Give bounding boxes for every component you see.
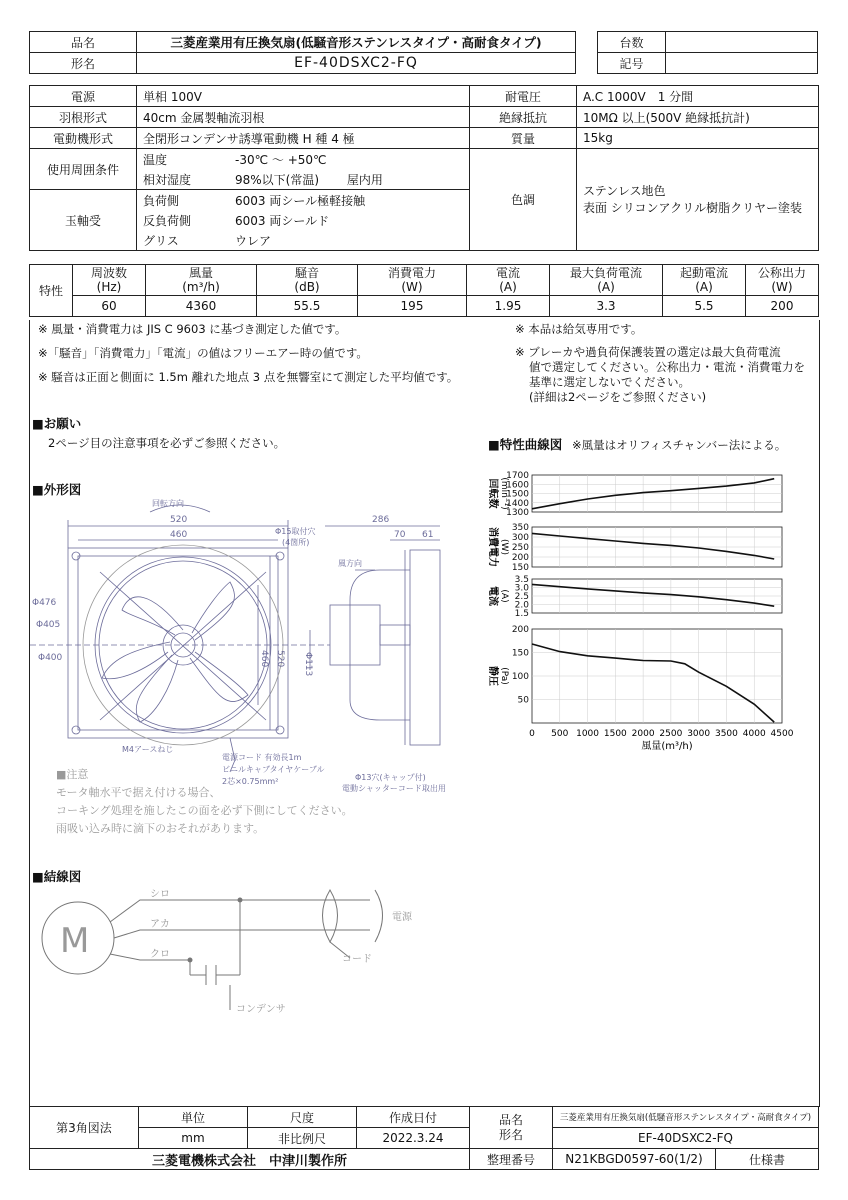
dim-460: 460 <box>170 530 188 540</box>
note-left-3: ※ 騒音は正面と側面に 1.5m 離れた地点 3 点を無響室にて測定した平均値です。 <box>38 370 459 384</box>
holes-label2: (4箇所) <box>282 538 310 547</box>
chart-3-ytick: 50 <box>517 695 529 706</box>
seiri-value: N21KBGD0597-60(1/2) <box>553 1149 716 1170</box>
chart-0-yunit: (min⁻¹) <box>499 477 509 510</box>
grease-label: グリス <box>137 230 230 251</box>
char-head-1: 風量 (m³/h) <box>146 265 257 296</box>
shakudo-label: 尺度 <box>248 1107 357 1128</box>
cord-label-3: 2芯×0.75mm² <box>222 777 279 786</box>
katamei-value: EF-40DSXC2-FQ <box>137 53 576 74</box>
shiyosho: 仕様書 <box>716 1149 819 1170</box>
taidenatsu-value: A.C 1000V 1 分間 <box>576 86 818 107</box>
footer-katamei: EF-40DSXC2-FQ <box>553 1128 819 1149</box>
chart-0-ytick: 1300 <box>506 508 529 518</box>
chart-3-xtick: 2000 <box>631 729 655 739</box>
char-val-3: 195 <box>358 296 467 317</box>
daisu-value <box>666 32 818 53</box>
tani-value: mm <box>139 1128 248 1149</box>
footer-hinmei-label: 品名 <box>498 1112 523 1127</box>
dim-70: 70 <box>394 530 406 540</box>
chart-0-ytick: 1700 <box>506 471 529 481</box>
note-right-1: ※ 本品は給気専用です。 <box>515 322 643 336</box>
char-val-6: 5.5 <box>663 296 746 317</box>
shitsuryo-value: 15kg <box>576 128 818 149</box>
wiring-title: ■結線図 <box>32 869 82 884</box>
tamajiku-label: 玉軸受 <box>30 190 137 251</box>
chart-1-ytick: 350 <box>511 523 529 533</box>
condenser-label: コンデンサ <box>236 1004 286 1015</box>
hinmei-value: 三菱産業用有圧換気扇(低騒音形ステンレスタイプ・高耐食タイプ) <box>137 32 576 53</box>
dim-113: Φ113 <box>303 652 313 677</box>
note-right-2: ※ ブレーカや過負荷保護装置の選定は最大負荷電流 <box>515 345 781 359</box>
char-head-4: 電流 (A) <box>467 265 550 296</box>
hanfuka-label: 反負荷側 <box>137 210 230 230</box>
zetsuen-value: 10MΩ 以上(500V 絶縁抵抗計) <box>576 107 818 128</box>
chart-3-xtick: 1500 <box>603 729 627 739</box>
ondo-label: 温度 <box>137 149 230 170</box>
seiri-label: 整理番号 <box>470 1149 553 1170</box>
char-val-7: 200 <box>746 296 819 317</box>
shitsuryo-label: 質量 <box>469 128 576 149</box>
company: 三菱電機株式会社 中津川製作所 <box>30 1149 470 1170</box>
cord-label-1: 電源コード 有効長1m <box>222 753 302 762</box>
hanfuka-value: 6003 両シールド <box>229 210 469 230</box>
chart-2-ytick: 1.5 <box>514 609 529 619</box>
chart-3-ytick: 100 <box>511 672 529 682</box>
chart-3-xtick: 3500 <box>714 729 738 739</box>
wire-kuro: クロ <box>150 949 170 960</box>
chart-3-ytick: 150 <box>511 648 529 659</box>
notes-right <box>515 320 815 405</box>
chart-3-xtick: 500 <box>551 729 569 739</box>
footer-hinmei: 三菱産業用有圧換気扇(低騒音形ステンレスタイプ・高耐食タイプ) <box>553 1107 819 1128</box>
dim-405: Φ405 <box>36 620 61 630</box>
caution-title: ■注意 <box>56 768 89 781</box>
shikicho-value <box>576 149 818 251</box>
dendoki-label: 電動機形式 <box>30 128 137 149</box>
char-head-5: 最大負荷電流 (A) <box>550 265 663 296</box>
tani-label: 単位 <box>139 1107 248 1128</box>
chart-0-ylabel: 回転数 <box>487 478 498 509</box>
katamei-label: 形名 <box>30 53 137 74</box>
chart-3-curve <box>532 644 774 722</box>
shitsudo-text: 98%以下(常温) <box>235 172 320 187</box>
chart-1-ylabel: 消費電力 <box>487 527 498 567</box>
wire-shiro: シロ <box>150 889 170 900</box>
note-right-3: 値で選定してください。公称出力・電流・消費電力を <box>529 360 805 374</box>
chart-3-xtick: 4000 <box>742 729 766 739</box>
grease-value: ウレア <box>229 230 469 251</box>
caution-2: コーキング処理を施したこの面を必ず下側にしてください。 <box>56 804 353 817</box>
note-right-4: 基準に選定しないでください。 <box>529 375 690 389</box>
wind-label: 風方向 <box>338 559 362 568</box>
chart-3-xtick: 3000 <box>687 729 711 739</box>
char-head-2: 騒音 (dB) <box>257 265 358 296</box>
char-val-2: 55.5 <box>257 296 358 317</box>
holes-label: Φ15取付穴 <box>275 527 316 536</box>
dengen-label: 電源 <box>30 86 137 107</box>
chart-2-ytick: 3.5 <box>514 575 529 585</box>
notes-left <box>38 320 498 387</box>
fukaside-label: 負荷側 <box>137 190 230 211</box>
hane-label: 羽根形式 <box>30 107 137 128</box>
kigo-label: 記号 <box>598 53 666 74</box>
front-frame-outer <box>68 548 288 738</box>
shikicho-label: 色調 <box>469 149 576 251</box>
characteristic-chart <box>470 465 810 785</box>
footer-katamei-label: 形名 <box>498 1127 523 1142</box>
chart-1-yunit: (W) <box>499 539 509 555</box>
footer-table <box>29 1106 819 1170</box>
fukaside-value: 6003 両シール極軽接触 <box>229 190 469 211</box>
outline-drawing <box>30 490 460 850</box>
chart-3-xtick: 2500 <box>659 729 683 739</box>
chart-2-ytick: 2.0 <box>514 600 529 611</box>
dengen-label: 電源 <box>392 912 412 923</box>
dim-286: 286 <box>372 515 390 525</box>
m4-label: M4アースねじ <box>122 745 174 754</box>
note-left-1: ※ 風量・消費電力は JIS C 9603 に基づき測定した値です。 <box>38 322 347 336</box>
hinmei-label: 品名 <box>30 32 137 53</box>
note-left-2: ※「騒音」「消費電力」「電流」の値はフリーエアー時の値です。 <box>38 346 368 360</box>
chart-3-ylabel: 静圧 <box>487 666 498 686</box>
shitsudo-value <box>229 169 469 190</box>
header-table <box>29 31 576 74</box>
char-val-0: 60 <box>73 296 146 317</box>
curve-title: ■特性曲線図 <box>488 437 563 452</box>
okunai-text: 屋内用 <box>346 172 383 187</box>
cap-label-2: 電動シャッターコード取出用 <box>342 784 446 793</box>
dim-520: 520 <box>170 515 188 525</box>
chart-3-xtick: 4500 <box>770 729 794 739</box>
shikicho-line1: ステンレス地色 <box>582 183 666 198</box>
dendoki-value: 全閉形コンデンサ誘導電動機 H 種 4 極 <box>137 128 470 149</box>
dengen-value: 単相 100V <box>137 86 470 107</box>
char-label: 特性 <box>30 265 73 317</box>
chart-3-xtick: 1000 <box>576 729 600 739</box>
spec-table <box>29 85 819 251</box>
chart-0-ytick: 1500 <box>506 489 529 500</box>
curve-note: ※風量はオリフィスチャンバー法による。 <box>571 438 787 452</box>
char-head-0: 周波数 (Hz) <box>73 265 146 296</box>
char-head-7: 公称出力 (W) <box>746 265 819 296</box>
shitsudo-label: 相対湿度 <box>137 169 230 190</box>
chart-1-ytick: 250 <box>511 543 529 553</box>
chart-3-ytick: 200 <box>511 625 529 635</box>
chart-2-ytick: 2.5 <box>514 592 529 602</box>
dim-476: Φ476 <box>32 598 57 608</box>
chart-1-ytick: 150 <box>511 563 529 573</box>
chart-2-ylabel: 電流 <box>487 586 498 606</box>
kankyo-label: 使用周囲条件 <box>30 149 137 190</box>
taidenatsu-label: 耐電圧 <box>469 86 576 107</box>
shakudo-value: 非比例尺 <box>248 1128 357 1149</box>
gaikei-title: ■外形図 <box>32 482 82 497</box>
wire-aka: アカ <box>150 919 170 930</box>
sakusei-value: 2022.3.24 <box>357 1128 470 1149</box>
chart-3-xlabel: 風量(m³/h) <box>641 741 693 752</box>
chart-1-ytick: 200 <box>511 553 529 563</box>
char-val-1: 4360 <box>146 296 257 317</box>
char-val-4: 1.95 <box>467 296 550 317</box>
dim-61: 61 <box>422 530 434 540</box>
note-right-5: (詳細は2ページをご参照ください) <box>529 390 707 404</box>
motor-symbol: M <box>60 921 90 961</box>
cord-label: コード <box>342 954 372 965</box>
chart-0-ytick: 1600 <box>506 480 529 491</box>
kigo-value <box>666 53 818 74</box>
char-table <box>29 264 819 317</box>
caution-3: 雨吸い込み時に滴下のおそれがあります。 <box>56 822 265 835</box>
chart-2-ytick: 3.0 <box>514 583 529 594</box>
chart-2-yunit: (A) <box>499 589 509 603</box>
onegai-text: 2ページ目の注意事項を必ずご参照ください。 <box>48 436 286 450</box>
char-head-6: 起動電流 (A) <box>663 265 746 296</box>
dim-v460: 460 <box>259 650 269 668</box>
sakusei-label: 作成日付 <box>357 1107 470 1128</box>
chart-1-ytick: 300 <box>511 533 529 543</box>
chart-3-xtick: 0 <box>529 729 535 739</box>
chart-0-ytick: 1400 <box>506 498 529 509</box>
wiring-diagram <box>30 880 450 1030</box>
shikicho-line2: 表面 シリコンアクリル樹脂クリヤー塗装 <box>582 200 802 215</box>
cord-label-2: ビニルキャブタイヤケーブル <box>222 765 325 774</box>
daisu-label: 台数 <box>598 32 666 53</box>
dim-v520: 520 <box>275 650 285 668</box>
hane-value: 40cm 金属製軸流羽根 <box>137 107 470 128</box>
curve-title-wrap <box>488 435 786 453</box>
char-val-5: 3.3 <box>550 296 663 317</box>
dim-400: Φ400 <box>38 653 63 663</box>
zetsuen-label: 絶縁抵抗 <box>469 107 576 128</box>
chart-3-yunit: (Pa) <box>499 667 509 685</box>
rotation-label: 回転方向 <box>152 499 184 508</box>
sankaku-label: 第3角図法 <box>30 1107 139 1149</box>
ondo-value: -30℃ ～ +50℃ <box>229 149 469 170</box>
caution-1: モータ軸水平で据え付ける場合、 <box>56 786 221 799</box>
onegai-title: ■お願い <box>32 416 82 431</box>
char-head-3: 消費電力 (W) <box>358 265 467 296</box>
daisu-table <box>597 31 818 74</box>
hinmei-katamei-label <box>470 1107 553 1149</box>
cap-label-1: Φ13穴(キャップ付) <box>355 773 426 782</box>
